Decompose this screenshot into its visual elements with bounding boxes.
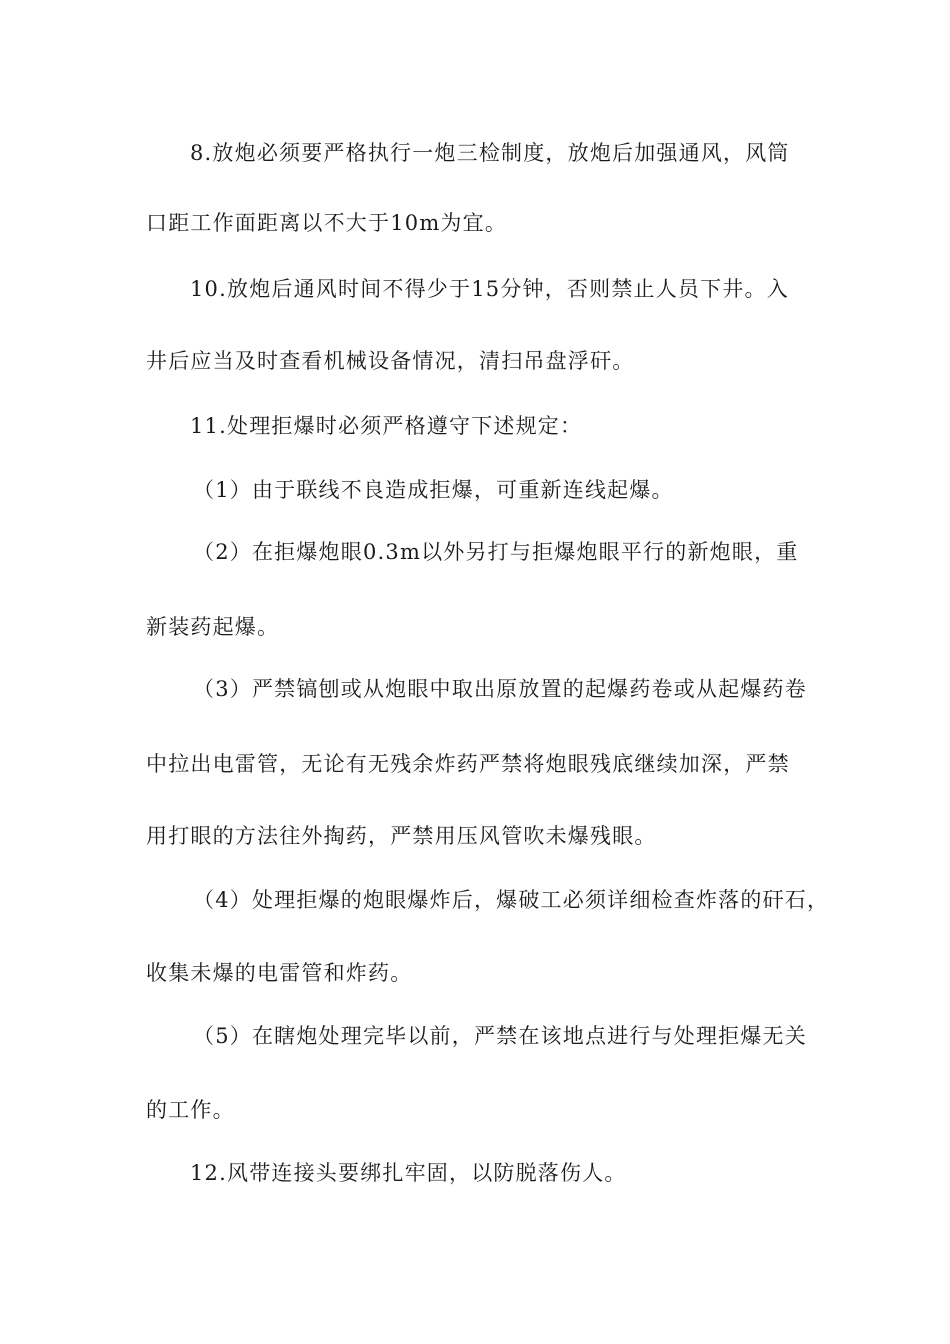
paragraph-10-line-2: 井后应当及时查看机械设备情况，清扫吊盘浮矸。 bbox=[146, 349, 635, 373]
paragraph-11-heading: 11.处理拒爆时必须严格遵守下述规定： bbox=[190, 414, 583, 438]
paragraph-12-line-1: 12.风带连接头要绑扎牢固，以防脱落伤人。 bbox=[190, 1161, 627, 1185]
paragraph-8-line-2: 口距工作面距离以不大于10m为宜。 bbox=[146, 211, 508, 235]
paragraph-10-line-1: 10.放炮后通风时间不得少于15分钟，否则禁止人员下井。入 bbox=[190, 277, 789, 301]
item-2-line-1: （2）在拒爆炮眼0.3m以外另打与拒爆炮眼平行的新炮眼，重 bbox=[193, 540, 799, 564]
item-4-line-1: （4）处理拒爆的炮眼爆炸后，爆破工必须详细检查炸落的矸石， bbox=[193, 888, 830, 912]
item-5-line-1: （5）在瞎炮处理完毕以前，严禁在该地点进行与处理拒爆无关 bbox=[193, 1024, 807, 1048]
item-4-line-2: 收集未爆的电雷管和炸药。 bbox=[146, 961, 413, 985]
item-1-line-1: （1）由于联线不良造成拒爆，可重新连线起爆。 bbox=[193, 478, 674, 502]
item-3-line-1: （3）严禁镐刨或从炮眼中取出原放置的起爆药卷或从起爆药卷 bbox=[193, 677, 807, 701]
item-2-line-2: 新装药起爆。 bbox=[146, 615, 280, 639]
item-5-line-2: 的工作。 bbox=[146, 1098, 235, 1122]
item-3-line-2: 中拉出电雷管，无论有无残余炸药严禁将炮眼残底继续加深，严禁 bbox=[146, 752, 790, 776]
item-3-line-3: 用打眼的方法往外掏药，严禁用压风管吹未爆残眼。 bbox=[146, 824, 657, 848]
paragraph-8-line-1: 8.放炮必须要严格执行一炮三检制度，放炮后加强通风，风筒 bbox=[190, 141, 790, 165]
